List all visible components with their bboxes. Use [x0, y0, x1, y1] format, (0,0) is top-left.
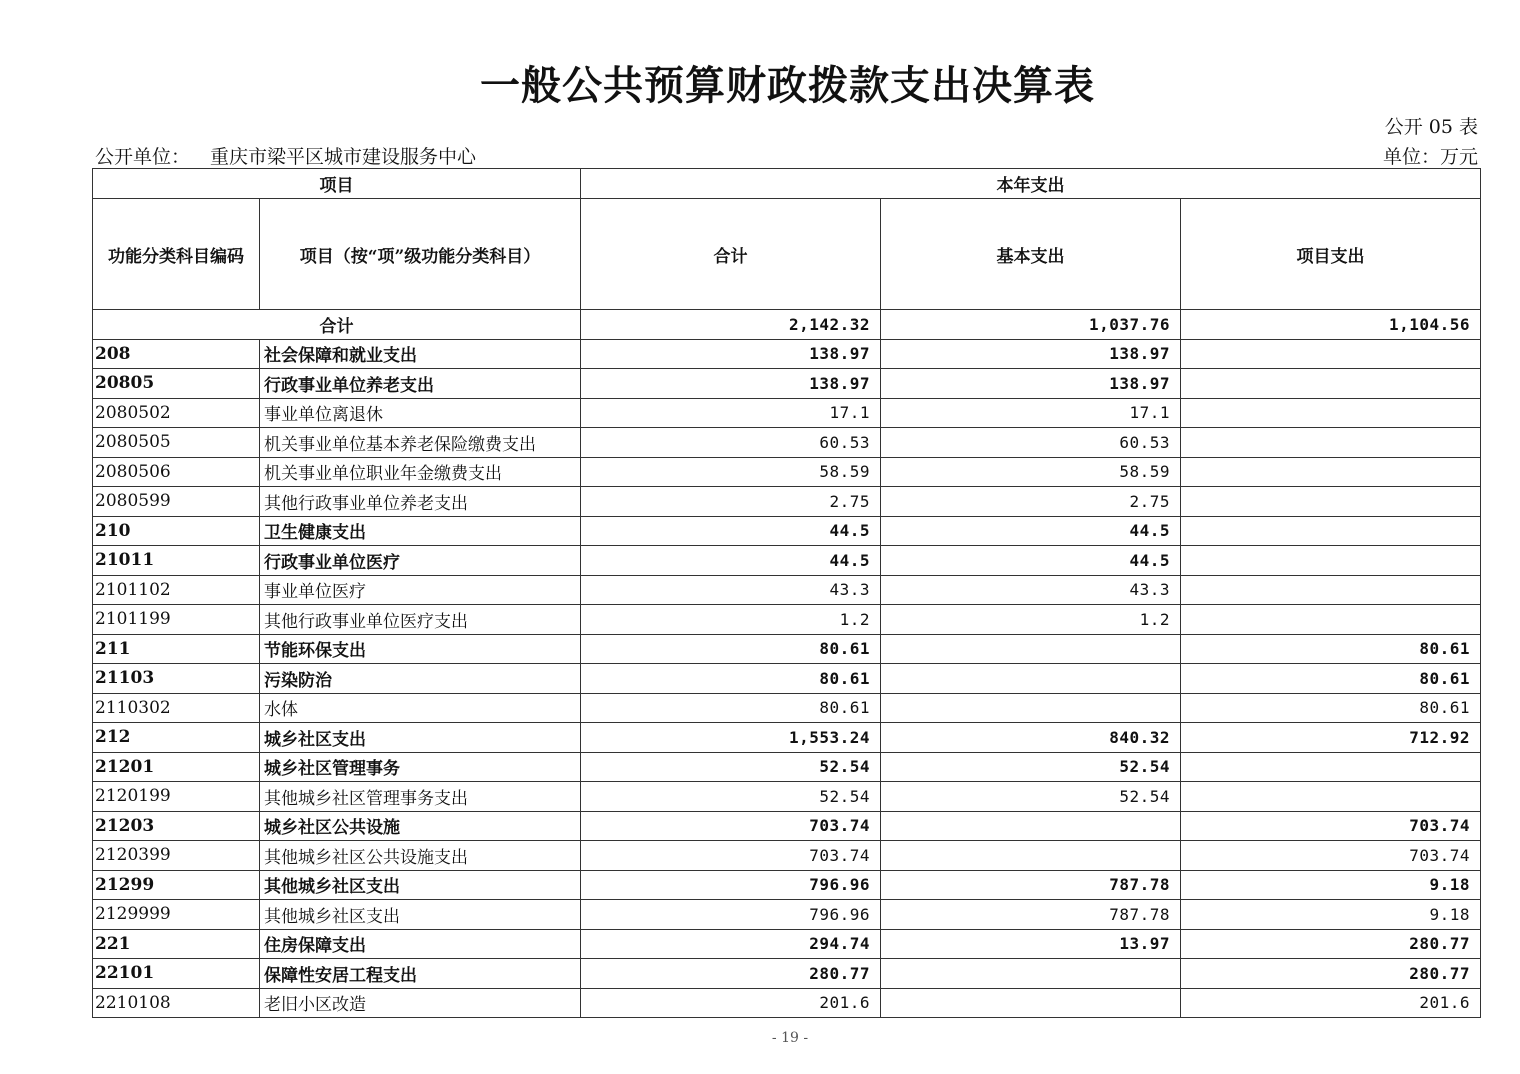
table-row [93, 487, 1481, 517]
total-basic: 1,037.76 [881, 310, 1181, 340]
header-project: 项目 [93, 169, 581, 199]
row-basic: 138.97 [881, 369, 1181, 399]
header-basic: 基本支出 [881, 199, 1181, 310]
row-total: 2.75 [581, 487, 881, 517]
row-name: 其他行政事业单位养老支出 [260, 487, 581, 517]
row-code: 20805 [93, 369, 260, 399]
row-code: 208 [93, 339, 260, 369]
row-basic: 787.78 [881, 900, 1181, 930]
table-row [93, 457, 1481, 487]
row-total: 1.2 [581, 605, 881, 635]
row-code: 2080502 [93, 398, 260, 428]
page-number: - 19 - [771, 1030, 809, 1046]
row-name: 机关事业单位职业年金缴费支出 [260, 457, 581, 487]
row-total: 80.61 [581, 634, 881, 664]
row-code: 22101 [93, 959, 260, 989]
row-project [1181, 516, 1481, 546]
row-name: 事业单位离退休 [260, 398, 581, 428]
page-title: 一般公共预算财政拨款支出决算表 [480, 62, 1095, 109]
table-row [93, 988, 1481, 1018]
row-basic: 840.32 [881, 723, 1181, 753]
row-project: 201.6 [1181, 988, 1481, 1018]
row-project: 9.18 [1181, 900, 1481, 930]
row-project: 80.61 [1181, 664, 1481, 694]
row-name: 卫生健康支出 [260, 516, 581, 546]
row-basic: 58.59 [881, 457, 1181, 487]
row-name: 机关事业单位基本养老保险缴费支出 [260, 428, 581, 458]
row-project: 712.92 [1181, 723, 1481, 753]
row-total: 17.1 [581, 398, 881, 428]
row-project: 280.77 [1181, 929, 1481, 959]
row-basic [881, 664, 1181, 694]
row-name: 住房保障支出 [260, 929, 581, 959]
table-row [93, 811, 1481, 841]
currency-unit: 单位：万元 [1382, 146, 1478, 168]
row-code: 21011 [93, 546, 260, 576]
row-total: 52.54 [581, 752, 881, 782]
row-project [1181, 546, 1481, 576]
table-row [93, 605, 1481, 635]
row-project [1181, 605, 1481, 635]
row-project: 9.18 [1181, 870, 1481, 900]
row-project: 80.61 [1181, 693, 1481, 723]
row-code: 2080506 [93, 457, 260, 487]
row-name: 行政事业单位养老支出 [260, 369, 581, 399]
total-project: 1,104.56 [1181, 310, 1481, 340]
total-row [93, 310, 1481, 340]
row-basic [881, 811, 1181, 841]
row-basic: 43.3 [881, 575, 1181, 605]
row-name: 其他城乡社区公共设施支出 [260, 841, 581, 871]
row-name: 其他城乡社区支出 [260, 870, 581, 900]
expenditure-table [92, 168, 1481, 1018]
row-total: 58.59 [581, 457, 881, 487]
row-total: 796.96 [581, 870, 881, 900]
table-row [93, 369, 1481, 399]
row-project: 280.77 [1181, 959, 1481, 989]
row-total: 138.97 [581, 369, 881, 399]
organization-name: 重庆市梁平区城市建设服务中心 [210, 146, 477, 168]
table-row [93, 870, 1481, 900]
row-total: 280.77 [581, 959, 881, 989]
organization-label: 公开单位： [95, 146, 191, 168]
row-code: 210 [93, 516, 260, 546]
row-basic: 60.53 [881, 428, 1181, 458]
row-project [1181, 752, 1481, 782]
row-basic [881, 841, 1181, 871]
total-amount: 2,142.32 [581, 310, 881, 340]
table-row [93, 428, 1481, 458]
row-basic: 787.78 [881, 870, 1181, 900]
row-code: 2080505 [93, 428, 260, 458]
row-total: 796.96 [581, 900, 881, 930]
row-basic: 44.5 [881, 516, 1181, 546]
row-name: 城乡社区支出 [260, 723, 581, 753]
table-row [93, 959, 1481, 989]
row-name: 其他城乡社区支出 [260, 900, 581, 930]
row-code: 2080599 [93, 487, 260, 517]
row-total: 201.6 [581, 988, 881, 1018]
row-code: 2120199 [93, 782, 260, 812]
header-total: 合计 [581, 199, 881, 310]
row-basic: 52.54 [881, 752, 1181, 782]
row-code: 221 [93, 929, 260, 959]
row-code: 2101102 [93, 575, 260, 605]
row-basic: 138.97 [881, 339, 1181, 369]
row-code: 2101199 [93, 605, 260, 635]
row-code: 212 [93, 723, 260, 753]
row-name: 水体 [260, 693, 581, 723]
table-row [93, 664, 1481, 694]
row-total: 294.74 [581, 929, 881, 959]
form-number: 公开 05 表 [1384, 116, 1478, 138]
row-code: 21201 [93, 752, 260, 782]
row-project [1181, 487, 1481, 517]
row-basic: 44.5 [881, 546, 1181, 576]
row-code: 2120399 [93, 841, 260, 871]
row-code: 2210108 [93, 988, 260, 1018]
row-project [1181, 428, 1481, 458]
row-project [1181, 398, 1481, 428]
row-name: 事业单位医疗 [260, 575, 581, 605]
row-total: 80.61 [581, 693, 881, 723]
row-total: 80.61 [581, 664, 881, 694]
header-project-expenditure: 项目支出 [1181, 199, 1481, 310]
table-row [93, 339, 1481, 369]
header-current-year: 本年支出 [581, 169, 1481, 199]
row-code: 211 [93, 634, 260, 664]
row-total: 44.5 [581, 546, 881, 576]
header-item: 项目（按“项”级功能分类科目） [260, 199, 581, 310]
row-total: 703.74 [581, 811, 881, 841]
row-total: 52.54 [581, 782, 881, 812]
table-row [93, 516, 1481, 546]
row-basic [881, 693, 1181, 723]
row-name: 社会保障和就业支出 [260, 339, 581, 369]
organization-line [95, 142, 476, 169]
total-label: 合计 [93, 310, 581, 340]
table-row [93, 752, 1481, 782]
row-basic: 52.54 [881, 782, 1181, 812]
row-total: 43.3 [581, 575, 881, 605]
table-row [93, 929, 1481, 959]
table-row [93, 841, 1481, 871]
row-code: 21299 [93, 870, 260, 900]
table-row [93, 782, 1481, 812]
table-row [93, 900, 1481, 930]
row-basic: 13.97 [881, 929, 1181, 959]
header-code: 功能分类科目编码 [93, 199, 260, 310]
row-basic [881, 634, 1181, 664]
row-code: 21203 [93, 811, 260, 841]
row-name: 老旧小区改造 [260, 988, 581, 1018]
row-basic [881, 959, 1181, 989]
row-name: 其他行政事业单位医疗支出 [260, 605, 581, 635]
table-row [93, 693, 1481, 723]
row-name: 其他城乡社区管理事务支出 [260, 782, 581, 812]
row-project: 703.74 [1181, 811, 1481, 841]
row-name: 行政事业单位医疗 [260, 546, 581, 576]
row-project [1181, 339, 1481, 369]
row-project [1181, 369, 1481, 399]
row-basic: 2.75 [881, 487, 1181, 517]
row-name: 污染防治 [260, 664, 581, 694]
row-total: 44.5 [581, 516, 881, 546]
table-body [93, 310, 1481, 1018]
table-row [93, 575, 1481, 605]
table-row [93, 546, 1481, 576]
row-project [1181, 782, 1481, 812]
row-total: 60.53 [581, 428, 881, 458]
row-total: 1,553.24 [581, 723, 881, 753]
row-project [1181, 575, 1481, 605]
row-name: 城乡社区管理事务 [260, 752, 581, 782]
row-total: 138.97 [581, 339, 881, 369]
row-code: 2110302 [93, 693, 260, 723]
row-total: 703.74 [581, 841, 881, 871]
row-basic: 1.2 [881, 605, 1181, 635]
row-project: 80.61 [1181, 634, 1481, 664]
table-row [93, 723, 1481, 753]
row-basic: 17.1 [881, 398, 1181, 428]
row-name: 节能环保支出 [260, 634, 581, 664]
row-name: 保障性安居工程支出 [260, 959, 581, 989]
row-name: 城乡社区公共设施 [260, 811, 581, 841]
table-row [93, 634, 1481, 664]
table-row [93, 398, 1481, 428]
row-project: 703.74 [1181, 841, 1481, 871]
row-basic [881, 988, 1181, 1018]
row-code: 21103 [93, 664, 260, 694]
row-project [1181, 457, 1481, 487]
row-code: 2129999 [93, 900, 260, 930]
